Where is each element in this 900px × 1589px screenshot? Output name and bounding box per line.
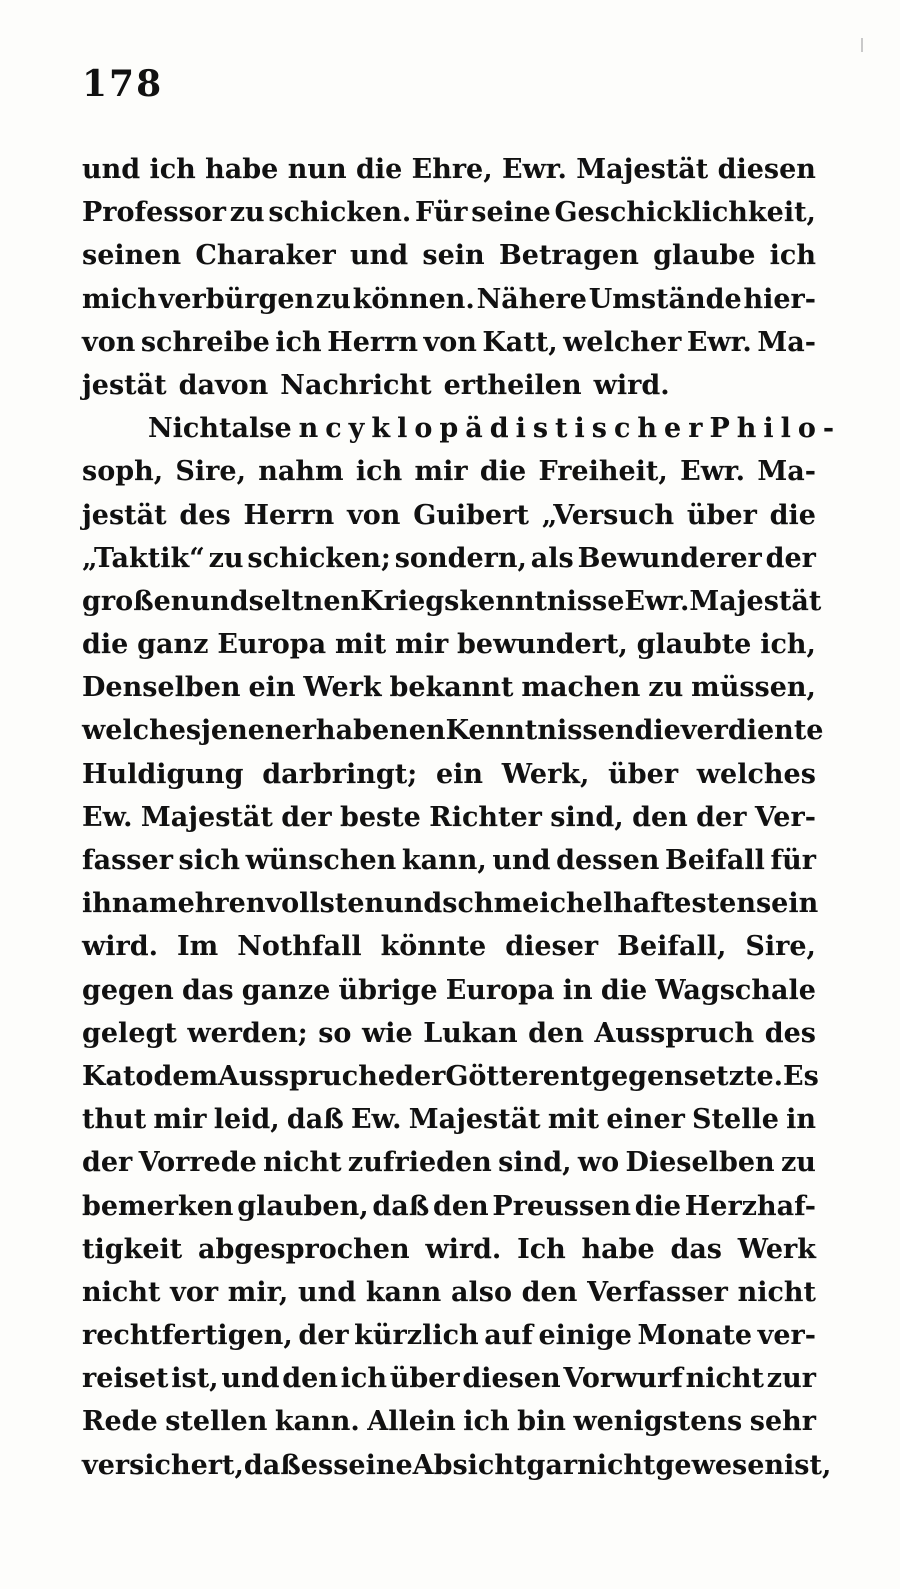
word: bewundert, [457,629,628,661]
text-line [82,1357,816,1400]
word: ist, [784,1449,832,1481]
word: habe [581,1233,655,1265]
text-line [82,839,816,882]
word: Monate [637,1320,753,1352]
word: der [281,801,332,833]
word: Wagschale [655,974,816,1006]
word: und [190,585,249,617]
word: Europa [445,974,555,1006]
word: verbürgen [158,283,315,315]
word: ertheilen [443,369,582,401]
word: Majestät [140,801,273,833]
text-line [82,580,822,623]
word: ich [355,456,403,488]
text-line [82,364,816,407]
word: des [764,1017,816,1049]
word: Werk [737,1233,816,1265]
word: großen [82,585,191,617]
word: so [318,1017,352,1049]
word: werden; [187,1017,308,1049]
word: jestät [82,499,167,531]
word: gegen [82,974,174,1006]
word: Ewr. [680,456,746,488]
word: Guibert [413,499,529,531]
word: ich, [760,629,816,661]
word: glaubte [636,629,752,661]
word: bemerken [82,1190,234,1222]
word: bin [517,1406,566,1438]
word: welches [82,715,202,747]
word: mit [547,1104,600,1136]
word: zur [766,1363,816,1395]
text-line [82,666,816,709]
word: seltnen [248,585,361,617]
word: wünschen [245,845,397,876]
word: verdiente [680,715,824,747]
word: die [634,715,681,747]
word: nicht [263,1147,342,1179]
word: Ver- [754,801,816,833]
word: Herzhaf- [684,1190,816,1222]
word: die [82,629,129,661]
word: Sire, [745,931,816,963]
text-line [82,148,816,191]
word: ich [340,1363,387,1395]
word: schreibe [140,326,270,358]
word: dieser [505,931,599,963]
word: nahm [258,456,344,488]
scan-edge-mark [861,38,863,52]
word: und [82,154,141,185]
word: Majestät [689,585,822,617]
word: der [765,542,816,574]
word: der [395,1060,446,1092]
word: sind, [550,801,624,833]
word: die [600,974,648,1006]
word: nicht [737,1276,816,1308]
word: mich [82,283,157,315]
word: mit [334,629,387,661]
word: Herrn [327,326,418,358]
word: ehrenvollsten [177,888,385,920]
word: Nachricht [280,369,432,401]
text-line [82,882,819,925]
word: also [451,1276,512,1308]
word: vor [170,1276,219,1308]
word: Geschicklichkeit, [554,197,816,229]
word: Ewr. [624,585,690,617]
text-line [82,1400,816,1443]
word: beste [339,801,421,833]
word: auf [484,1320,533,1352]
word: Majestät [408,1104,541,1136]
text-line [82,1271,816,1314]
word: Bewunderer [577,542,762,574]
word: Kriegskenntnisse [360,585,625,617]
text-line [82,450,816,493]
word: dem [153,1060,219,1092]
word: zufrieden [347,1147,492,1179]
word: zu [648,672,684,704]
word: soph, [82,456,164,488]
word: Denselben [82,672,241,704]
word: der [298,1320,349,1352]
word: darbringt; [262,758,418,790]
word: als [231,413,275,445]
word: für [770,845,816,876]
word: Werk, [501,758,590,790]
word: tigkeit [82,1233,183,1265]
word: Dieselben [625,1147,775,1179]
word: glauben, [237,1190,369,1222]
word: Ewr. [686,326,752,358]
word: Werk [303,672,382,704]
text-line [82,278,816,321]
word: den [282,1363,338,1395]
word: Ausspruche [218,1060,396,1092]
word: zu [229,197,265,229]
word: am [131,888,178,920]
word: sein [755,888,819,920]
word: das [670,1233,723,1265]
word: mir [414,456,468,488]
word: Kato [82,1060,154,1092]
word: Huldigung [82,758,244,790]
word: einige [538,1320,632,1352]
text-line [82,623,816,666]
word: wird. [425,1233,502,1265]
word: ein [248,672,296,704]
word: Ew. [350,1104,402,1136]
word: können. [352,283,475,315]
text-line [82,925,816,968]
word: Freiheit, [538,456,668,488]
word: nun [287,154,347,185]
word: zu [208,542,244,574]
word: über [608,758,679,790]
word: sich [178,845,241,876]
word: Herrn [243,499,335,531]
word: und [350,240,409,272]
word: kürzlich [354,1320,479,1352]
word: und [384,888,443,920]
word: die [355,154,403,185]
word: stellen [165,1406,268,1438]
word: Beifall [665,845,765,876]
word: Rede [82,1406,158,1438]
word: mir [395,629,449,661]
word: zu [780,1147,816,1179]
word: ganz [137,629,209,661]
word: welcher [563,326,682,358]
word: Verfasser [587,1276,728,1308]
word: jestät [82,369,167,401]
word: kann, [401,845,487,876]
word: welches [696,758,816,790]
text-line [82,407,842,450]
word: Nicht [148,413,232,445]
word: Umstände [588,283,742,315]
word: ich [769,240,816,272]
word: und [221,1363,280,1395]
text-line [82,753,816,796]
word: Ausspruch [594,1017,755,1049]
word: über [686,499,757,531]
text-line [82,1141,816,1184]
word: und [297,1276,357,1308]
word: encyklopädistischer [274,413,710,445]
word: nicht [82,1276,161,1308]
text-line [82,494,816,537]
word: Ehre, [411,154,493,185]
word: der [696,801,747,833]
word: den [521,1276,578,1308]
word: wie [361,1017,413,1049]
word: wo [577,1147,620,1179]
word: nicht [685,1363,764,1395]
word: einer [606,1104,685,1136]
word: „Taktik“ [82,542,205,574]
word: leid, [213,1104,280,1136]
word: thut [82,1104,147,1136]
word: gewesen [655,1449,785,1481]
text-line [82,321,816,364]
word: wird. [593,369,670,401]
word: seine [471,197,551,229]
word: rechtfertigen, [82,1320,293,1352]
word: es [300,1449,334,1481]
word: Richter [429,801,542,833]
word: mir [153,1104,207,1136]
word: habe [205,154,279,185]
text-line [82,537,816,580]
word: Allein [367,1406,456,1438]
word: daß [372,1190,430,1222]
word: entgegensetzte. [542,1060,784,1092]
word: Ew. [82,801,133,833]
word: könnte [380,931,487,963]
word: die [634,1190,682,1222]
word: die [769,499,816,531]
word: über [389,1363,460,1395]
word: Stelle [692,1104,779,1136]
text-line [82,1012,816,1055]
word: müssen, [691,672,816,704]
word: Es [783,1060,819,1092]
word: sondern, [394,542,527,574]
word: und [492,845,551,876]
word: Ma- [757,326,816,358]
word: den [632,801,688,833]
word: von [82,326,136,358]
word: Kenntnissen [445,715,635,747]
word: Majestät [576,154,709,185]
word: daß [243,1449,301,1481]
word: des [179,499,231,531]
text-line [82,1185,816,1228]
word: „Versuch [541,499,675,531]
word: Ewr. [501,154,567,185]
word: wird. [82,931,159,963]
word: Vorwurf [563,1363,683,1395]
word: reiset [82,1363,169,1395]
word: den [433,1190,489,1222]
text-line [82,1098,816,1141]
word: Lukan [423,1017,518,1049]
word: ich [463,1406,510,1438]
word: dessen [556,845,660,876]
word: schmeichelhaftesten [442,888,756,920]
text-line [82,234,816,277]
word: ihn [82,888,132,920]
word: sehr [749,1406,816,1438]
word: Charaker [195,240,336,272]
word: seine [333,1449,413,1481]
word: Ich [517,1233,566,1265]
word: diesen [462,1363,561,1395]
word: Sire, [175,456,246,488]
word: ver- [757,1320,816,1352]
word: bekannt [389,672,514,704]
page-number: 178 [82,63,164,105]
word: kann. [274,1406,360,1438]
word: davon [178,369,269,401]
word: kann [365,1276,442,1308]
text-line [82,1228,816,1271]
word: versichert, [82,1449,244,1481]
word: Katt, [482,326,558,358]
text-line [82,191,816,234]
word: Beifall, [617,931,727,963]
word: in [562,974,593,1006]
word: in [786,1104,816,1136]
text-line [82,796,816,839]
word: schicken; [247,542,391,574]
word: Vorrede [138,1147,257,1179]
word: schicken. [268,197,412,229]
word: sein [422,240,485,272]
word: der [82,1147,133,1179]
word: zu [315,283,351,315]
word: machen [521,672,641,704]
word: sind, [498,1147,572,1179]
word: ich [275,326,322,358]
word: abgesprochen [197,1233,410,1265]
word: Absicht [412,1449,527,1481]
word: ein [435,758,484,790]
word: ich [149,154,196,185]
word: nicht [577,1449,656,1481]
word: fasser [82,845,173,876]
word: den [528,1017,584,1049]
text-line [82,969,816,1012]
text-line [82,1444,832,1487]
word: Im [177,931,219,963]
word: die [479,456,527,488]
text-line [82,709,824,752]
word: Betragen [498,240,639,272]
word: von [347,499,401,531]
word: hier- [743,283,816,315]
word: mir, [227,1276,289,1308]
word: Professor [82,197,226,229]
word: seinen [82,240,182,272]
word: erhabenen [284,715,446,747]
word: diesen [717,154,816,185]
word: das [181,974,234,1006]
word: gar [526,1449,578,1481]
text-line [82,1314,816,1357]
word: jenen [201,715,285,747]
word: Preussen [492,1190,631,1222]
word: gelegt [82,1017,177,1049]
word: ganze [241,974,331,1006]
word: Ma- [757,456,816,488]
word: übrige [338,974,438,1006]
word: Nähere [476,283,587,315]
word: als [530,542,574,574]
word: daß [286,1104,344,1136]
word: ist, [171,1363,219,1395]
word: von [423,326,477,358]
body-text [82,148,842,1487]
word: Europa [217,629,327,661]
word: wenigstens [573,1406,743,1438]
word: glaube [653,240,756,272]
word: Für [414,197,468,229]
word: Götter [445,1060,543,1092]
word: Philo- [709,413,842,445]
word: Nothfall [237,931,362,963]
text-line [82,1055,819,1098]
